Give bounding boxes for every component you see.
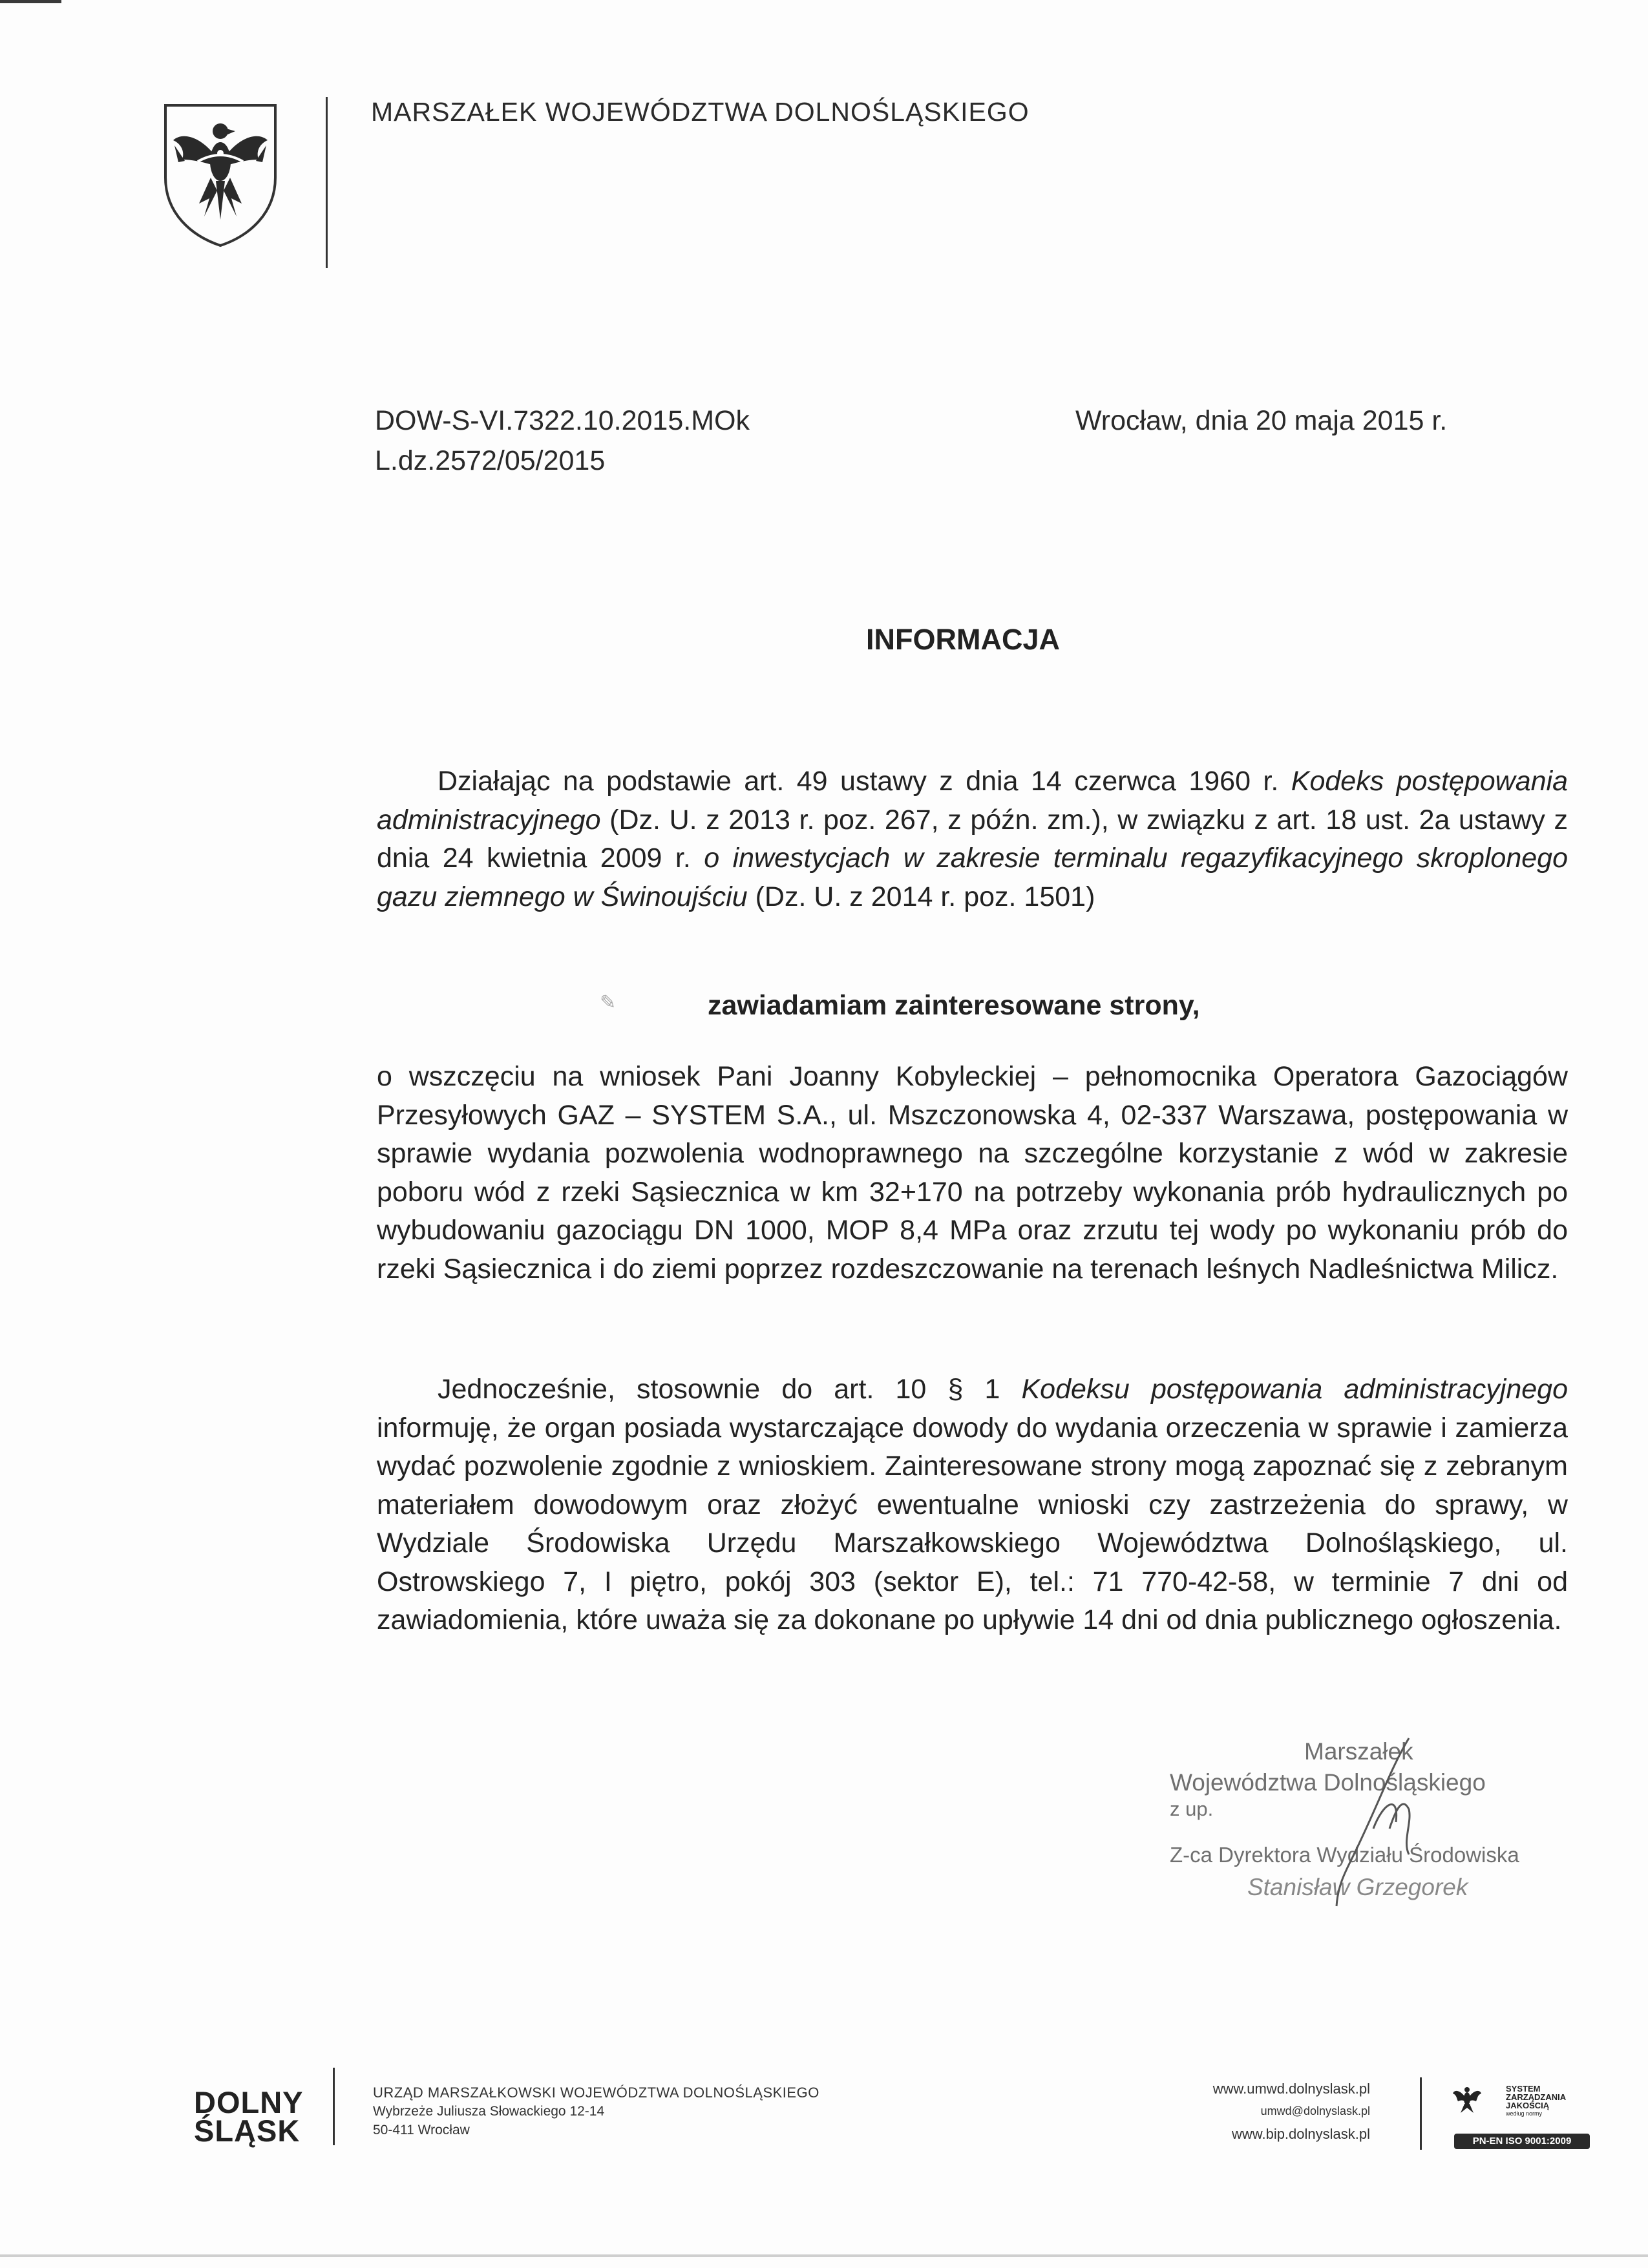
stamp-line-1: Marszałek [1304,1738,1413,1765]
signature-stamp [1170,1738,1583,1932]
issuer-title: MARSZAŁEK WOJEWÓDZTWA DOLNOŚLĄSKIEGO [371,97,1030,127]
place-date: Wrocław, dnia 20 maja 2015 r. [1075,405,1448,436]
website-link[interactable]: www.umwd.dolnyslask.pl [1212,2081,1370,2097]
ink-mark: ✎ [600,992,617,1013]
p1-text-e: (Dz. U. z 2014 r. poz. 1501) [747,881,1095,912]
handwritten-signature [1312,1732,1441,1919]
quality-system-label [1506,2084,1566,2118]
p1-act-title: Kodeks postępowania administracyjnego [377,766,1568,835]
stamp-line-4: Z-ca Dyrektora Wydziału Środowiska [1170,1843,1519,1867]
p1-text-c: (Dz. U. z 2013 r. poz. 267, z późn. zm.), w związku z art. 18 ust. 2a ustawy z dnia 24 kwietnia 2009 r. [377,804,1568,874]
p1-text-a: Działając na podstawie art. 49 ustawy z dnia 14 czerwca 1960 r. [438,766,1291,797]
evidence-paragraph [377,1370,1568,1640]
footer-divider-left [333,2068,335,2145]
stamp-line-2: Województwa Dolnośląskiego [1170,1769,1486,1796]
logo-line-2: ŚLĄSK [194,2114,301,2148]
p2-text: o wszczęciu na wniosek Pani Joanny Kobyleckiej – pełnomocnika Operatora Gazociągów Przesyłowych GAZ – SYSTEM S.A., ul. Mszczonowska 4, 02-337 Warszawa, postępowania w sprawie wydania pozwolenia wodnoprawnego na szczególne korzystanie z wód w zakresie poboru wód z rzeki Sąsiecznica w km 32+170 na potrzeby wykonania prób hydraulicznych po wybudowaniu gazociągu DN 1000, MOP 8,4 MPa oraz zrzutu tej wody po wykonaniu prób do rzeki Sąsiecznica i do ziemi poprzez rozdeszczowanie na terenach leśnych Nadleśnictwa Milicz. [377,1061,1568,1285]
stamp-signatory-name: Stanisław Grzegorek [1247,1874,1468,1900]
eagle-crest-icon [159,100,282,249]
iso-line-4: według normy [1506,2110,1543,2117]
p1-act-title-2: o inwestycjach w zakresie terminalu regazyfikacyjnego skroplonego gazu ziemnego w Świnoujściu [377,843,1569,912]
email-link[interactable]: umwd@dolnyslask.pl [1260,2105,1370,2117]
office-name: URZĄD MARSZAŁKOWSKI WOJEWÓDZTWA DOLNOŚLĄSKIEGO [373,2084,819,2101]
p3-text-c: informuję, że organ posiada wystarczające dowody do wydania orzeczenia w sprawie i zamierza wydać pozwolenie zgodnie z wnioskiem. Zainteresowane strony mogą zapoznać się z zebranym materiałem dowodowym oraz złożyć ewentualne wnioski czy zastrzeżenia do sprawy, w Wydziale Środowiska Urzędu Marszałkowskiego Województwa Dolnośląskiego, ul. Ostrowskiego 7, I piętro, pokój 303 (sektor E), tel.: 71 770-42-58, w terminie 7 dni od zawiadomienia, które uważa się za dokonane po upływie 14 dni od dnia publicznego ogłoszenia. [377,1412,1568,1635]
iso-line-1: SYSTEM [1506,2084,1541,2094]
footer-divider-right [1420,2077,1422,2150]
proceedings-paragraph [377,1058,1568,1288]
scan-edge-line [0,2254,1648,2257]
document-title: INFORMACJA [866,623,1060,656]
dolny-slask-logo [194,2085,304,2148]
reference-block [375,401,750,481]
bip-link[interactable]: www.bip.dolnyslask.pl [1232,2126,1370,2142]
logo-line-1: DOLNY [194,2085,304,2119]
scan-edge-mark [0,0,61,3]
office-address [373,2083,819,2139]
small-eagle-icon [1453,2084,1481,2116]
notification-heading: zawiadamiam zainteresowane strony, [708,990,1200,1021]
office-city: 50-411 Wrocław [373,2123,470,2137]
iso-certification-badge: PN-EN ISO 9001:2009 [1454,2134,1590,2149]
case-number: DOW-S-VI.7322.10.2015.MOk [375,405,750,436]
contact-links [1099,2077,1370,2145]
p3-text-a: Jednocześnie, stosownie do art. 10 § 1 [438,1374,1022,1405]
office-street: Wybrzeże Juliusza Słowackiego 12-14 [373,2104,605,2119]
legal-basis-paragraph [377,762,1568,916]
registry-number: L.dz.2572/05/2015 [375,445,606,476]
iso-line-2: ZARZĄDZANIA [1506,2092,1567,2102]
p3-code-title: Kodeksu postępowania administracyjnego [1021,1374,1568,1405]
stamp-line-3: z up. [1170,1798,1214,1820]
iso-line-3: JAKOŚCIĄ [1506,2101,1550,2110]
header-divider [326,97,328,268]
